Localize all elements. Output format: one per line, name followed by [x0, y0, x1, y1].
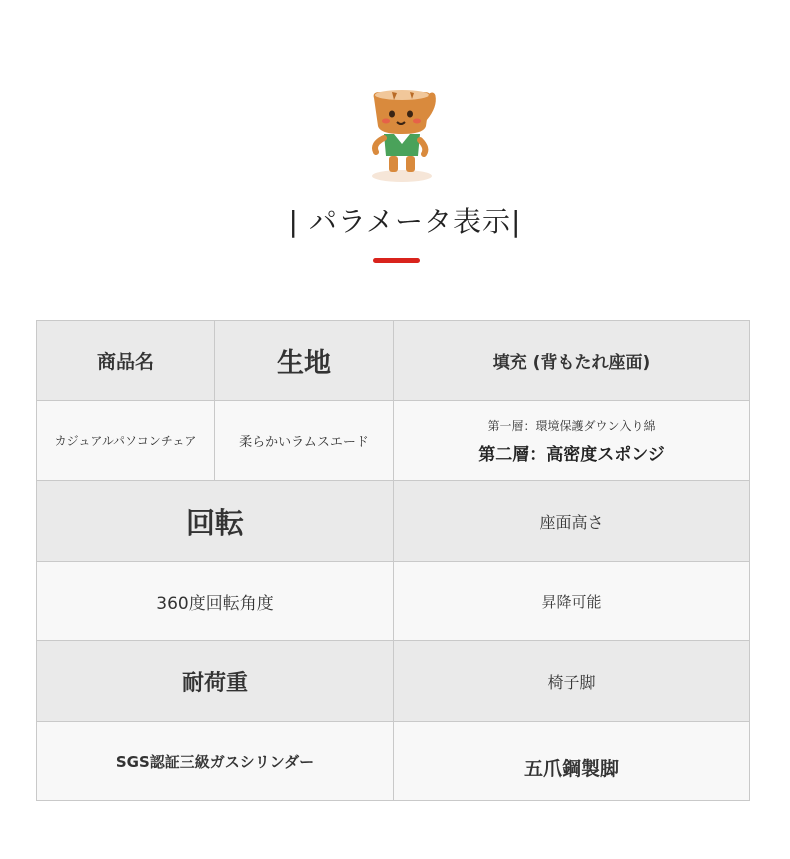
fabric-label: 生地	[277, 348, 331, 379]
rotation-label-cell	[37, 481, 394, 562]
product-name-value-cell	[37, 401, 215, 481]
seat-height-label-cell	[394, 481, 749, 562]
filling-value-cell	[394, 401, 749, 481]
table-row	[37, 641, 749, 722]
fabric-value-cell	[215, 401, 394, 481]
load-label-cell	[37, 641, 394, 722]
load-value: SGS認証三級ガスシリンダー	[115, 752, 315, 771]
filling-layer-1: 第一層：環境保護ダウン入り綿	[487, 418, 656, 433]
table-row	[37, 722, 749, 800]
table-row	[37, 321, 749, 401]
page-title: | パラメータ表示|	[288, 205, 522, 238]
filling-label: 填充 (背もたれ座面)	[492, 353, 651, 373]
filling-label-cell	[394, 321, 749, 401]
section-title	[290, 196, 520, 244]
tree-stump-mascot-icon	[362, 84, 442, 184]
product-name-value: カジュアルパソコンチェア	[54, 434, 197, 448]
seat-height-value-cell	[394, 562, 749, 641]
fabric-value: 柔らかいラムスエード	[239, 435, 369, 450]
chair-legs-label: 椅子脚	[547, 672, 596, 692]
rotation-value: 360度回転角度	[156, 593, 274, 614]
seat-height-value: 昇降可能	[541, 592, 602, 611]
load-label: 耐荷重	[181, 670, 248, 696]
title-underline-accent	[373, 258, 420, 263]
product-name-label: 商品名	[96, 351, 154, 373]
table-row	[37, 562, 749, 641]
chair-legs-value: 五爪鋼製脚	[523, 757, 619, 780]
chair-legs-value-cell	[394, 722, 749, 800]
chair-legs-label-cell	[394, 641, 749, 722]
rotation-value-cell	[37, 562, 394, 641]
filling-layer-2: 第二層：高密度スポンジ	[478, 444, 665, 465]
parameter-table	[36, 320, 750, 801]
rotation-label: 回転	[185, 505, 244, 540]
seat-height-label: 座面高さ	[539, 512, 604, 532]
product-name-label-cell	[37, 321, 215, 401]
table-row	[37, 401, 749, 481]
fabric-label-cell	[215, 321, 394, 401]
table-row	[37, 481, 749, 562]
load-value-cell	[37, 722, 394, 800]
